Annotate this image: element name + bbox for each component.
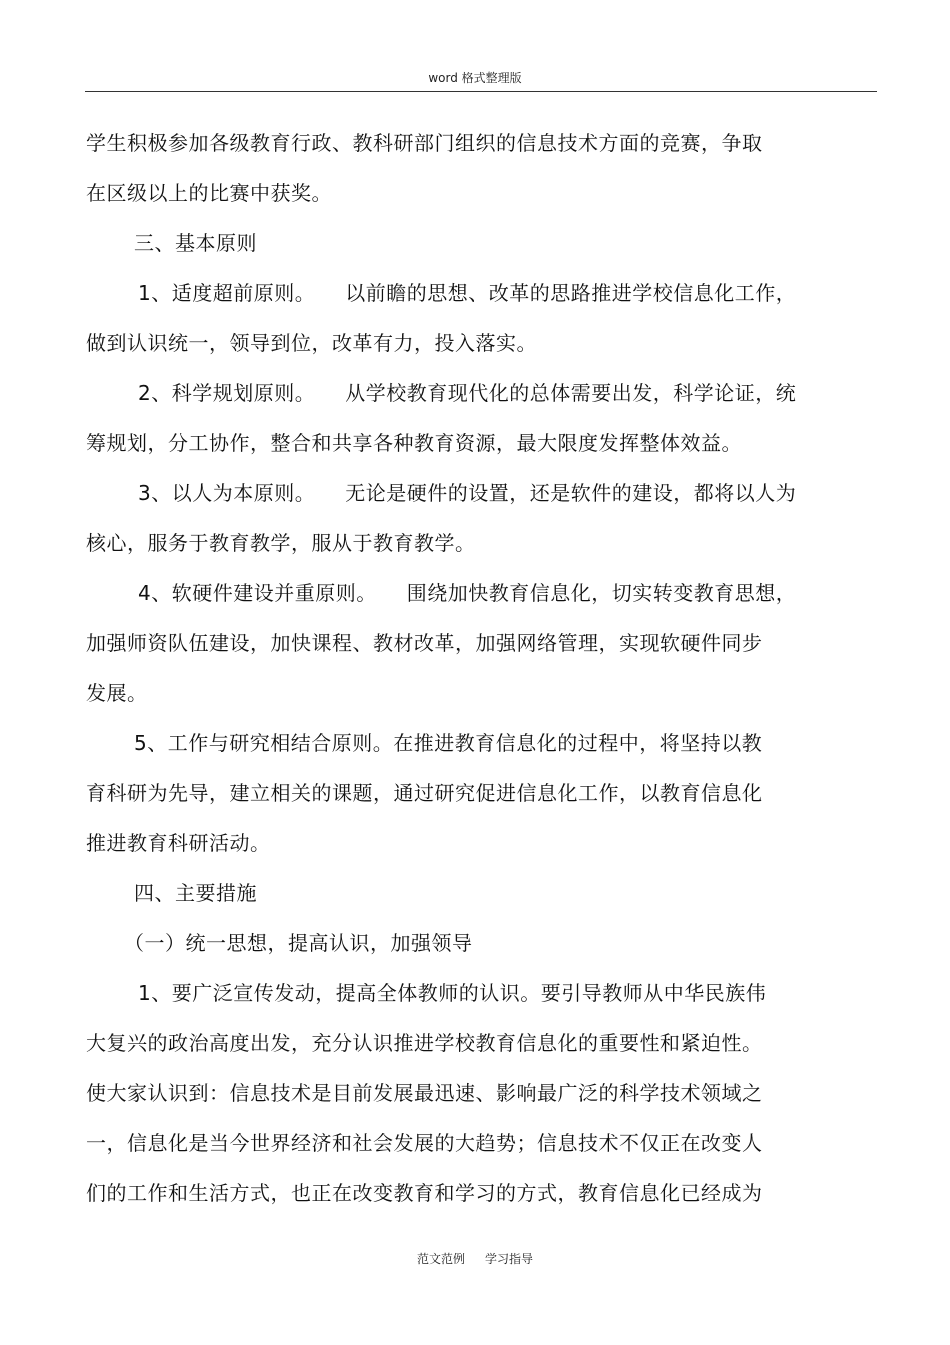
body-line: 5、工作与研究相结合原则。在推进教育信息化的过程中，将坚持以教 bbox=[134, 731, 763, 755]
header-divider bbox=[85, 91, 877, 92]
body-line: 核心，服务于教育教学，服从于教育教学。 bbox=[86, 531, 476, 555]
document-body bbox=[86, 121, 876, 1221]
principle-line bbox=[86, 471, 876, 521]
body-line: 做到认识统一，领导到位，改革有力，投入落实。 bbox=[86, 331, 537, 355]
body-line: 加强师资队伍建设，加快课程、教材改革，加强网络管理，实现软硬件同步 bbox=[86, 631, 763, 655]
principle-title: 1、适度超前原则。 bbox=[138, 281, 316, 305]
footer-left-text: 范文范例 bbox=[416, 1252, 465, 1266]
footer-right-text: 学习指导 bbox=[485, 1252, 534, 1266]
section-heading: 三、基本原则 bbox=[134, 231, 257, 255]
body-line: 使大家认识到：信息技术是目前发展最迅速、影响最广泛的科学技术领域之 bbox=[86, 1081, 763, 1105]
principle-text: 从学校教育现代化的总体需要出发，科学论证，统 bbox=[345, 381, 797, 405]
principle-title: 4、软硬件建设并重原则。 bbox=[138, 581, 377, 605]
body-line: 一，信息化是当今世界经济和社会发展的大趋势；信息技术不仅正在改变人 bbox=[86, 1131, 763, 1155]
body-line: 1、要广泛宣传发动，提高全体教师的认识。要引导教师从中华民族伟 bbox=[138, 981, 767, 1005]
body-line: 发展。 bbox=[86, 681, 148, 705]
principle-text: 围绕加快教育信息化，切实转变教育思想， bbox=[406, 581, 797, 605]
principle-title: 3、以人为本原则。 bbox=[138, 481, 316, 505]
body-line: 筹规划，分工协作，整合和共享各种教育资源，最大限度发挥整体效益。 bbox=[86, 431, 742, 455]
body-line: 学生积极参加各级教育行政、教科研部门组织的信息技术方面的竞赛，争取 bbox=[86, 131, 763, 155]
principle-line bbox=[86, 271, 876, 321]
body-line: 育科研为先导，建立相关的课题，通过研究促进信息化工作，以教育信息化 bbox=[86, 781, 763, 805]
page-header: word 格式整理版 bbox=[428, 71, 522, 85]
subsection-heading: （一）统一思想，提高认识，加强领导 bbox=[124, 931, 473, 955]
body-line: 推进教育科研活动。 bbox=[86, 831, 271, 855]
body-line: 大复兴的政治高度出发，充分认识推进学校教育信息化的重要性和紧迫性。 bbox=[86, 1031, 763, 1055]
principle-text: 以前瞻的思想、改革的思路推进学校信息化工作， bbox=[345, 281, 797, 305]
principle-line bbox=[86, 371, 876, 421]
principle-title: 2、科学规划原则。 bbox=[138, 381, 316, 405]
principle-text: 无论是硬件的设置，还是软件的建设，都将以人为 bbox=[345, 481, 797, 505]
section-heading: 四、主要措施 bbox=[134, 881, 257, 905]
principle-line bbox=[86, 571, 876, 621]
body-line: 们的工作和生活方式，也正在改变教育和学习的方式，教育信息化已经成为 bbox=[86, 1181, 763, 1205]
body-line: 在区级以上的比赛中获奖。 bbox=[86, 181, 332, 205]
page-footer bbox=[0, 1251, 950, 1267]
